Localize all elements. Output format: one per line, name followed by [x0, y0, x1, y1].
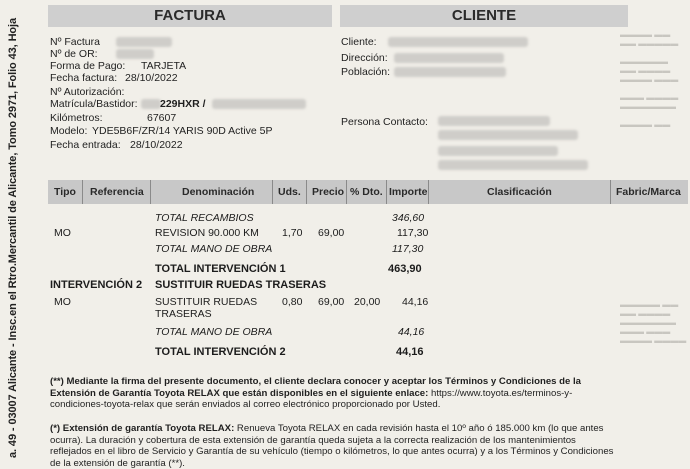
relax-terms-note [50, 376, 620, 411]
modelo-value: YDE5B6F/ZR/14 YARIS 90D Active 5P [92, 125, 273, 137]
row2-uds: 0,80 [282, 296, 303, 308]
row2-denominacion-line1: SUSTITUIR RUEDAS [155, 296, 258, 308]
n-autorizacion-label: Nº Autorización: [50, 86, 125, 98]
redacted-persona-contacto-4 [438, 160, 588, 170]
total-mano-obra-2-value: 44,16 [398, 326, 425, 338]
row1-denominacion: REVISION 90.000 KM [155, 227, 259, 239]
total-intervencion-1-label: TOTAL INTERVENCIÓN 1 [155, 263, 286, 275]
intervencion-2-label: INTERVENCIÓN 2 [50, 279, 143, 291]
factura-header: FACTURA [48, 5, 332, 27]
col-denominacion: Denominación [182, 186, 255, 198]
row1-uds: 1,70 [282, 227, 303, 239]
redacted-n-factura [116, 37, 172, 47]
redacted-persona-contacto-2 [438, 130, 578, 140]
redacted-persona-contacto-1 [438, 116, 550, 126]
redacted-matricula-prefix [141, 99, 161, 109]
row2-denominacion-line2: TRASERAS [155, 308, 212, 320]
matricula-label: Matrícula/Bastidor: [50, 98, 138, 110]
col-clasificacion: Clasificación [487, 186, 552, 198]
relax-extension-note-rest: Renueva Toyota RELAX en cada revisión hasta el 10º año ó 185.000 km (lo que antes ocurra). La duración y cobertura de esta extensión de garantía queda sujeta a la correcta realización de los mantenimientos reflejados en el libro de Servicio y Garantía de su vehículo (tiempo o kilómetros, lo que antes ocurra) y a los Términos y Condiciones de la extensión de garantía (**). [50, 423, 614, 469]
total-mano-obra-1-value: 117,30 [392, 243, 424, 255]
total-mano-obra-1-label: TOTAL MANO DE OBRA [155, 243, 273, 255]
forma-pago-label: Forma de Pago: [50, 60, 126, 72]
cliente-label: Cliente: [341, 36, 377, 48]
redacted-n-or [116, 49, 154, 59]
relax-terms-note-rest: https://www.toyota.es/terminos-y-condiciones-toyota-relax que serán enviados al correo electrónico proporcionado por Usted. [50, 387, 573, 410]
header-divider [386, 180, 387, 204]
col-fabric-marca: Fabric/Marca [616, 186, 681, 198]
n-factura-label: Nº Factura [50, 36, 100, 48]
total-mano-obra-2-label: TOTAL MANO DE OBRA [155, 326, 273, 338]
total-recambios-label: TOTAL RECAMBIOS [155, 212, 254, 224]
kilometros-label: Kilómetros: [50, 112, 103, 124]
redacted-cliente [388, 37, 528, 47]
row1-precio: 69,00 [318, 227, 345, 239]
col-referencia: Referencia [90, 186, 144, 198]
relax-terms-note-bold: (**) Mediante la firma del presente documento, el cliente declara conocer y aceptar los Términos y Condiciones de la Extensión de Garantía Toyota RELAX que están disponibles en el siguiente enlace: [50, 376, 582, 399]
total-intervencion-1-value: 463,90 [388, 263, 422, 275]
cliente-header: CLIENTE [340, 5, 628, 27]
matricula-value: 229HXR / [160, 98, 206, 110]
redacted-persona-contacto-3 [438, 146, 558, 156]
header-divider [82, 180, 83, 204]
total-intervencion-2-label: TOTAL INTERVENCIÓN 2 [155, 346, 286, 358]
col-uds: Uds. [278, 186, 301, 198]
header-divider [346, 180, 347, 204]
forma-pago-value: TARJETA [141, 60, 187, 72]
redacted-poblacion [394, 67, 506, 77]
header-divider [150, 180, 151, 204]
col-dto: % Dto. [350, 186, 383, 198]
relax-extension-note-bold: (*) Extensión de garantía Toyota RELAX: [50, 423, 235, 434]
col-importe: Importe [389, 186, 428, 198]
redacted-bastidor [212, 99, 306, 109]
row1-importe: 117,30 [397, 227, 429, 239]
col-tipo: Tipo [54, 186, 76, 198]
row2-tipo: MO [54, 296, 71, 308]
fecha-factura-label: Fecha factura: [50, 72, 118, 84]
row1-tipo: MO [54, 227, 71, 239]
bleed-through-text: ▬▬▬▬ ▬▬ ▬▬ ▬▬▬▬▬ ▬▬▬▬▬▬ ▬▬ ▬▬▬▬ ▬▬▬▬ ▬▬▬ ▬▬▬ ▬▬▬▬ ▬▬▬▬▬▬▬ ▬▬▬▬ ▬▬ [620, 30, 679, 129]
relax-extension-note [50, 423, 620, 469]
n-or-label: Nº de OR: [50, 48, 98, 60]
fecha-entrada-label: Fecha entrada: [50, 139, 121, 151]
header-divider [610, 180, 611, 204]
header-divider [428, 180, 429, 204]
total-intervencion-2-value: 44,16 [396, 346, 424, 358]
registry-spine-text: a. 49 - 03007 Alicante - Insc.en el Rtro.Mercantil de Alicante, Tomo 2971, Folio 43, Hoja [7, 17, 19, 458]
fecha-factura-value: 28/10/2022 [125, 72, 178, 84]
fecha-entrada-value: 28/10/2022 [130, 139, 183, 151]
poblacion-label: Población: [341, 66, 391, 78]
modelo-label: Modelo: [50, 125, 88, 137]
total-recambios-value: 346,60 [392, 212, 425, 224]
row2-importe: 44,16 [402, 296, 429, 308]
direccion-label: Dirección: [341, 52, 388, 64]
kilometros-value: 67607 [147, 112, 177, 124]
header-divider [272, 180, 273, 204]
col-precio: Precio [312, 186, 345, 198]
header-divider [306, 180, 307, 204]
row2-precio: 69,00 [318, 296, 345, 308]
redacted-direccion [394, 53, 504, 63]
persona-contacto-label: Persona Contacto: [341, 116, 428, 128]
row2-dto: 20,00 [354, 296, 381, 308]
intervencion-2-desc: SUSTITUIR RUEDAS TRASERAS [155, 279, 327, 291]
bleed-through-text-lower: ▬▬▬▬▬ ▬▬ ▬▬ ▬▬▬▬ ▬▬▬▬▬▬▬ ▬▬▬ ▬▬▬ ▬▬▬▬ ▬▬▬▬ [620, 300, 687, 345]
